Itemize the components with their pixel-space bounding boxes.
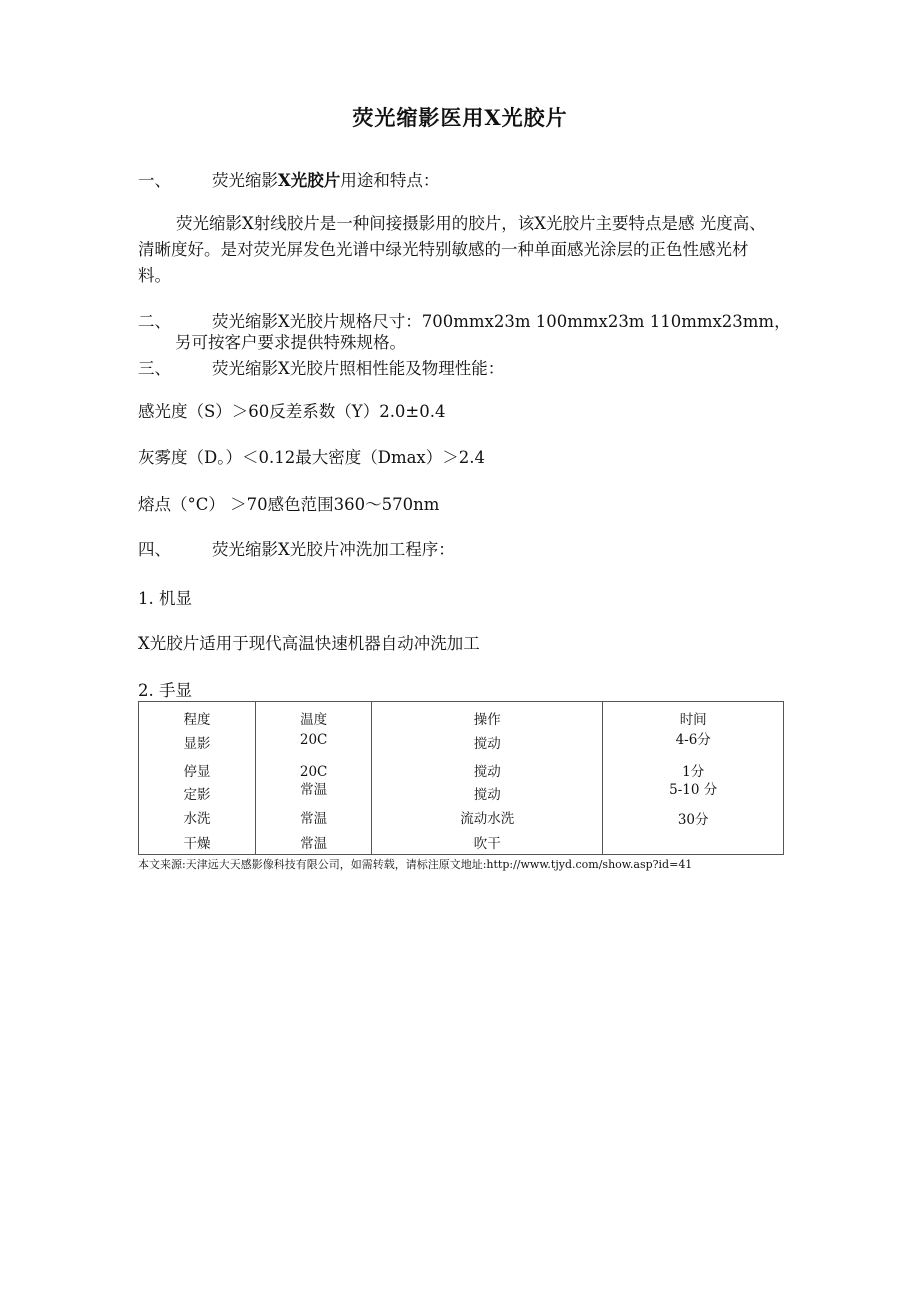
section-4-text: 荧光缩影X光胶片冲洗加工程序： xyxy=(212,540,455,559)
property-line-2: 灰雾度（D。）＜0.12最大密度（Dmax）＞2.4 xyxy=(138,448,485,467)
section-4-heading xyxy=(138,537,455,563)
section-1-text-b: X光胶片 xyxy=(278,171,341,190)
section-3-heading xyxy=(138,356,504,382)
table-cell: 操作 xyxy=(473,712,501,728)
table-cell: 4-6分 xyxy=(675,732,711,748)
section-1-text-c: 用途和特点： xyxy=(340,171,440,190)
table-cell: 定影 xyxy=(183,787,211,803)
table-cell: 显影 xyxy=(183,736,211,752)
table-cell: 30分 xyxy=(677,812,709,828)
step-2-label: 2. 手显 xyxy=(138,681,192,700)
table-cell: 吹干 xyxy=(473,836,501,852)
section-3-number: 三、 xyxy=(138,359,171,378)
table-cell: 干燥 xyxy=(183,836,211,852)
source-footer: 本文来源:天津远大天感影像科技有限公司，如需转载，请标注原文地址:http://www.tjyd.com/show.asp?id=41 xyxy=(138,858,693,871)
table-cell: 5-10 分 xyxy=(669,782,718,798)
column-temperature xyxy=(256,702,372,855)
section-1-paragraph xyxy=(138,211,778,289)
table-cell: 1分 xyxy=(682,764,705,780)
section-1-heading xyxy=(138,168,439,194)
section-3-text: 荧光缩影X光胶片照相性能及物理性能： xyxy=(212,359,505,378)
column-operation xyxy=(372,702,603,855)
section-1-number: 一、 xyxy=(138,171,171,190)
table-cell: 20C xyxy=(299,764,328,780)
table-cell: 20C xyxy=(299,732,328,748)
table-cell: 常温 xyxy=(300,811,328,827)
table-cell: 程度 xyxy=(183,712,211,728)
step-1-label: 1. 机显 xyxy=(138,589,192,608)
section-2-number: 二、 xyxy=(138,312,171,331)
section-4-number: 四、 xyxy=(138,540,171,559)
table-cell: 时间 xyxy=(679,712,707,728)
section-2-continuation: 另可按客户要求提供特殊规格。 xyxy=(175,333,406,352)
section-1-text-a: 荧光缩影 xyxy=(212,171,278,190)
section-2-text: 荧光缩影X光胶片规格尺寸：700mmx23m 100mmx23m 110mmx23mm， xyxy=(212,312,791,331)
table-cell: 搅动 xyxy=(473,787,501,803)
table-cell: 搅动 xyxy=(473,764,501,780)
paragraph-1-text: 荧光缩影X射线胶片是一种间接摄影用的胶片，该X光胶片主要特点是感 光度高、清晰度好。是对荧光屏发色光谱中绿光特别敏感的一种单面感光涂层的正色性感光材料。 xyxy=(138,214,766,285)
table-cell: 搅动 xyxy=(473,736,501,752)
table-cell: 水洗 xyxy=(183,811,211,827)
table-cell: 停显 xyxy=(183,764,211,780)
step-1-text: X光胶片适用于现代高温快速机器自动冲洗加工 xyxy=(138,634,480,653)
property-line-1: 感光度（S）＞60反差系数（Y）2.0±0.4 xyxy=(138,402,446,421)
table-cell: 温度 xyxy=(300,712,328,728)
processing-table xyxy=(138,701,784,855)
table-cell: 常温 xyxy=(300,836,328,852)
table-cell: 流动水洗 xyxy=(460,811,515,827)
column-stage xyxy=(139,702,256,855)
document-title: 荧光缩影医用X光胶片 xyxy=(352,105,568,130)
column-time xyxy=(603,702,784,855)
table-cell: 常温 xyxy=(300,782,328,798)
property-line-3: 熔点（°C） ＞70感色范围360～570nm xyxy=(138,495,440,514)
